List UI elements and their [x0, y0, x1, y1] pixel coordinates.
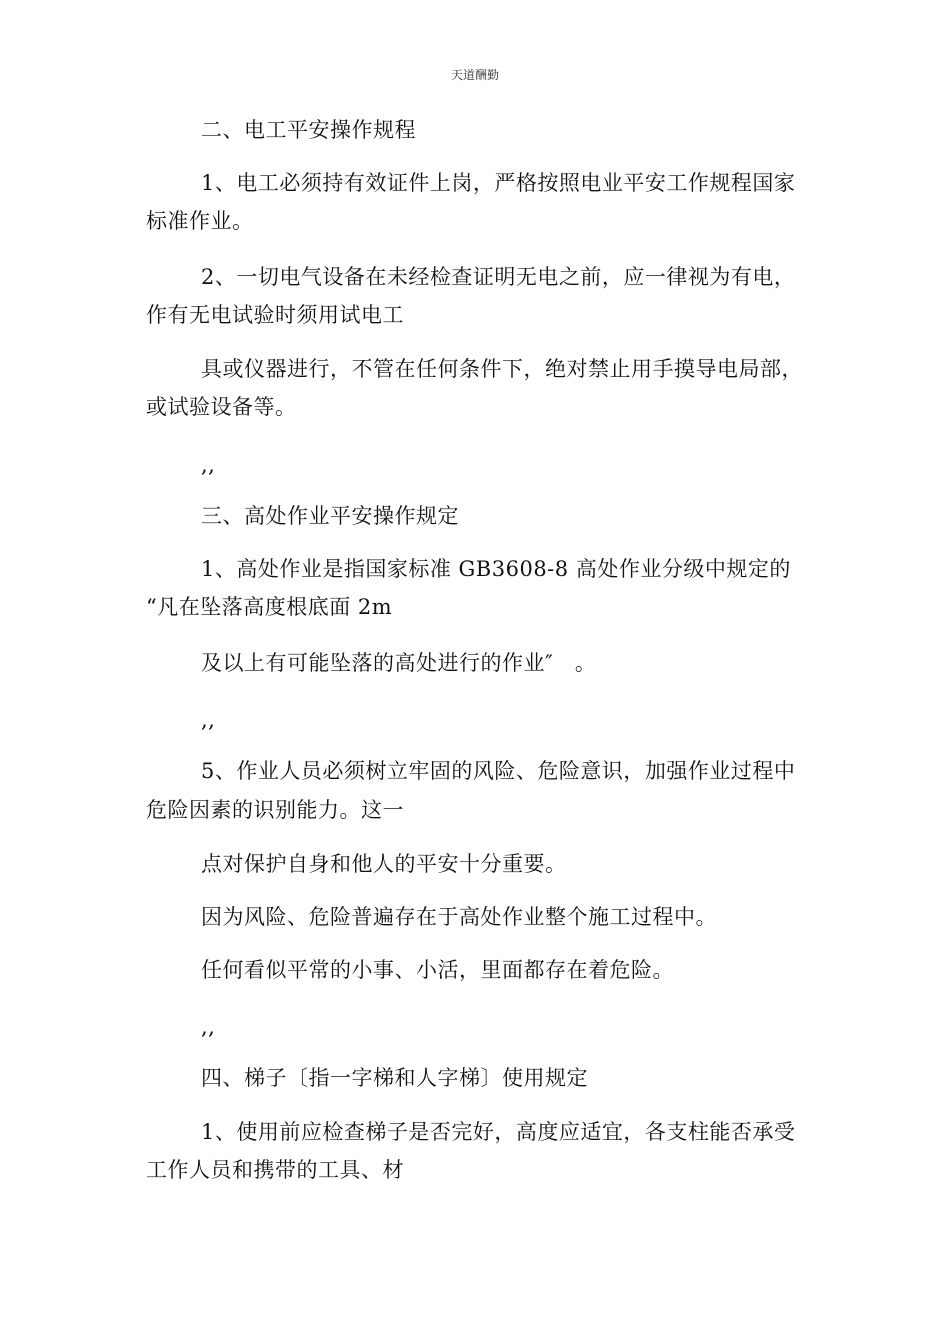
ellipsis-marker: ,,: [201, 1015, 216, 1039]
paragraph-line: “凡在坠落高度根底面 2m: [146, 595, 393, 619]
section-heading-height-work: 三、高处作业平安操作规定: [201, 504, 459, 528]
paragraph-line: 因为风险、危险普遍存在于高处作业整个施工过程中。: [201, 905, 717, 929]
paragraph-line: 或试验设备等。: [146, 395, 297, 419]
section-heading-ladder: 四、梯子〔指一字梯和人字梯〕使用规定: [201, 1066, 588, 1090]
ellipsis-marker: ,,: [201, 453, 216, 477]
paragraph-line: 具或仪器进行，不管在任何条件下，绝对禁止用手摸导电局部，: [201, 357, 803, 381]
page-header: 天道酬勤: [450, 68, 499, 82]
paragraph-line: 1、使用前应检查梯子是否完好，高度应适宜，各支柱能否承受: [201, 1120, 796, 1144]
ellipsis-marker: ,,: [201, 708, 216, 732]
section-heading-electrician: 二、电工平安操作规程: [201, 118, 416, 142]
paragraph-line: 工作人员和携带的工具、材: [146, 1158, 404, 1182]
paragraph-line: 点对保护自身和他人的平安十分重要。: [201, 852, 567, 876]
paragraph-line: 标准作业。: [146, 209, 254, 233]
paragraph-line: 危险因素的识别能力。这一: [146, 798, 404, 822]
paragraph-line: 5、作业人员必须树立牢固的风险、危险意识，加强作业过程中: [201, 759, 796, 783]
paragraph-line: 2、一切电气设备在未经检查证明无电之前，应一律视为有电，: [201, 265, 796, 289]
paragraph-line: 及以上有可能坠落的高处进行的作业″ 。: [201, 651, 597, 675]
paragraph-line: 作有无电试验时须用试电工: [146, 303, 404, 327]
paragraph-line: 1、电工必须持有效证件上岗，严格按照电业平安工作规程国家: [201, 171, 796, 195]
paragraph-line: 任何看似平常的小事、小活，里面都存在着危险。: [201, 958, 674, 982]
paragraph-line: 1、高处作业是指国家标准 GB3608-8 高处作业分级中规定的: [201, 557, 791, 581]
